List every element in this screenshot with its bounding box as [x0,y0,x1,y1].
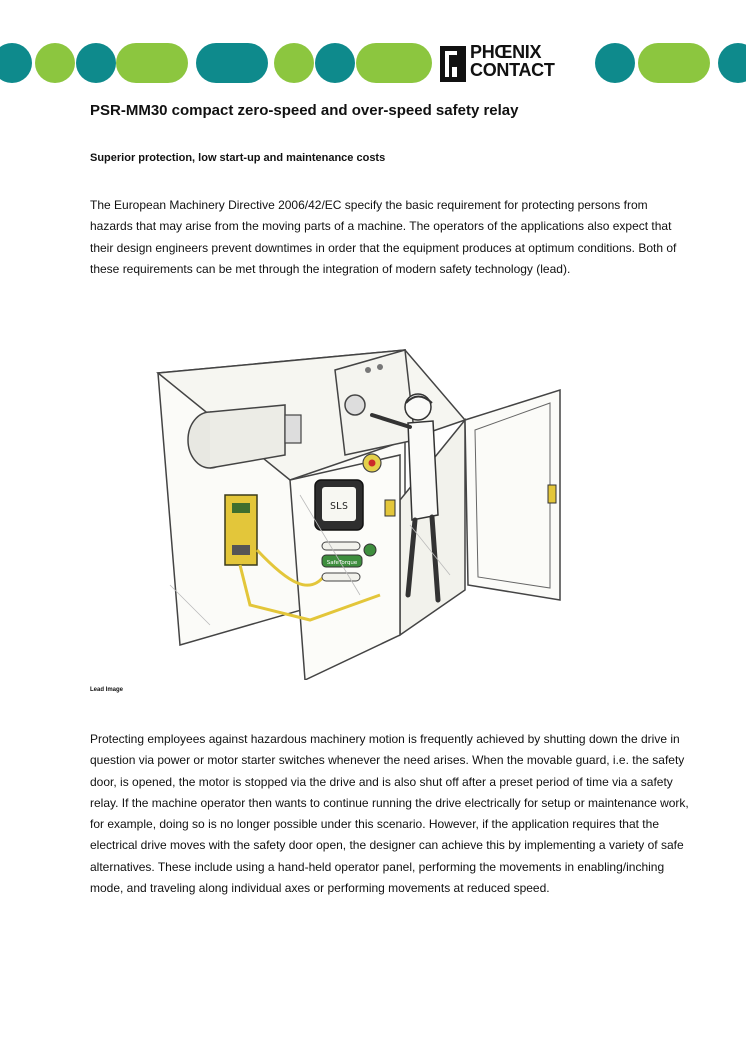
header-banner [0,40,746,86]
banner-circle [0,43,32,83]
banner-circle [718,43,746,83]
image-caption: Lead Image [90,687,124,693]
brand-line-1: PHŒNIX [470,42,542,62]
banner-circle [76,43,116,83]
brand-line-2: CONTACT [470,60,555,80]
banner-pill [196,43,268,83]
page-title: PSR-MM30 compact zero-speed and over-speed safety relay [90,102,519,119]
panel-label: SLS [329,501,349,512]
banner-circle [315,43,355,83]
body-paragraph: Protecting employees against hazardous machinery motion is frequently achieved by shutting down the drive in question via power or motor starter switches whenever the need arises. When the movable guard, i.e. the safety door, is opened, the motor is stopped via the drive and is also shut off after a preset period of time via a safety relay. If the machine operator then wants to continue running the drive electrically for setup or maintenance work, for example, doing so is no longer possible under this scenario. However, if the application requires that the electrical drive moves with the safety door open, the designer can achieve this by implementing a variety of safe alternatives. These include using a hand-held operator panel, performing the movements in enabling/inching mode, and traveling along individual axes or performing movements at reduced speed. [90,732,689,896]
banner-circle [595,43,635,83]
banner-pill [638,43,710,83]
banner-pill [116,43,188,83]
intro-paragraph: The European Machinery Directive 2006/42/EC specify the basic requirement for protecting persons from hazards that may arise from the moving parts of a machine. The operators of the applications also expect that their design engineers prevent downtimes in order that the equipment produces at optimum conditions. Both of these requirements can be met through the integration of modern safety technology (lead). [90,198,677,276]
page-subtitle: Superior protection, low start-up and maintenance costs [90,152,386,164]
banner-circle [274,43,314,83]
button-label: SafeTorque [326,560,358,566]
brand-wordmark [470,43,555,79]
banner-circle [35,43,75,83]
banner-pill [356,43,432,83]
lead-illustration [150,345,590,680]
